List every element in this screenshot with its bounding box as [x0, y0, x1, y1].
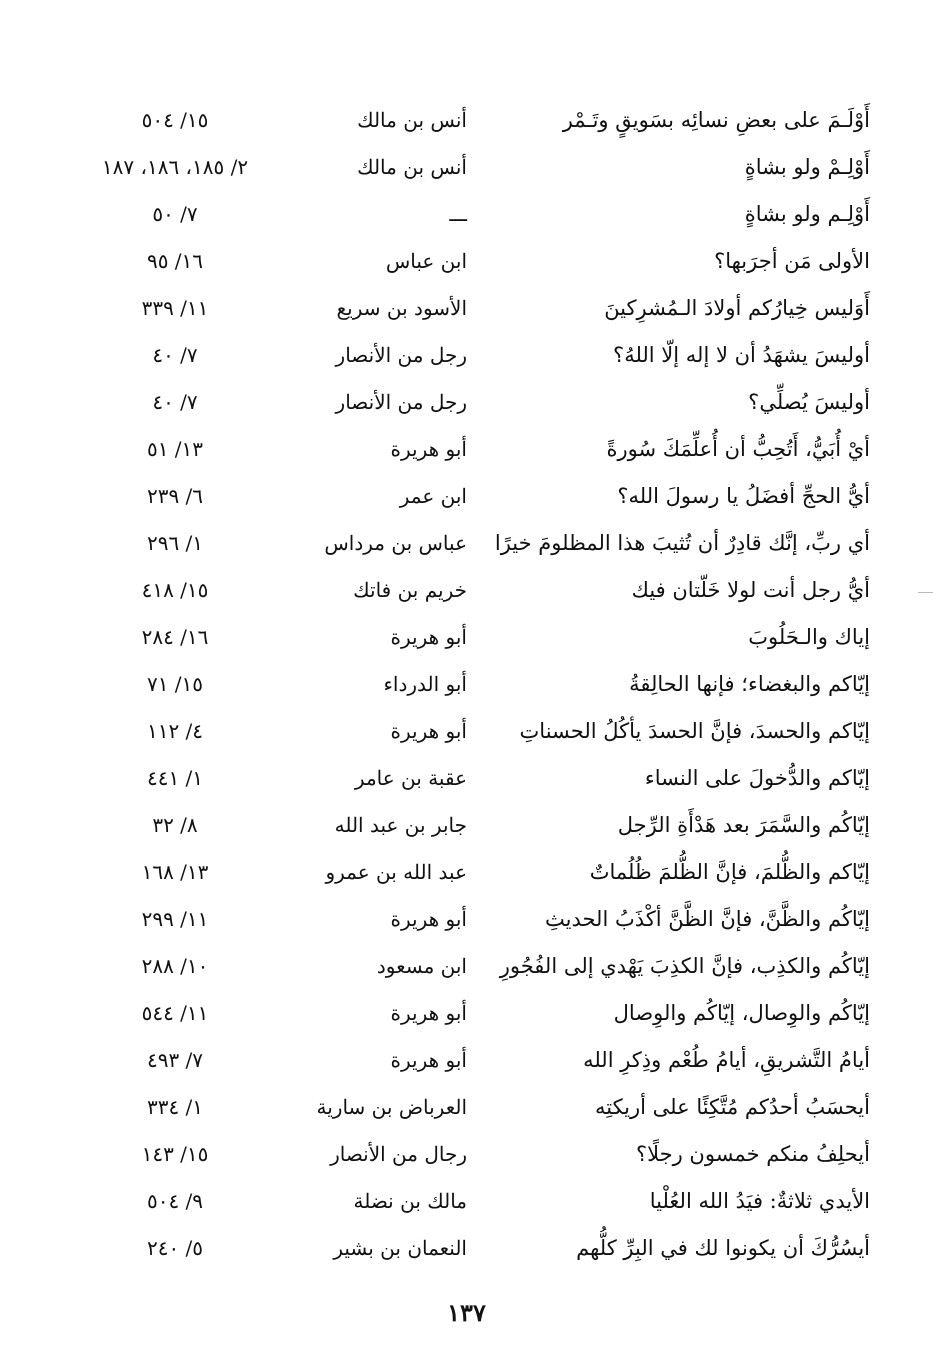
narrator-name: أبو هريرة [390, 1001, 467, 1025]
hadith-text: إيّاكُم والسَّمَرَ بعد هَدْأَةِ الرِّجل [617, 813, 870, 837]
narrator-name: مالك بن نضلة [353, 1189, 467, 1213]
volume-page-ref: ١/ ٤٤١ [146, 766, 204, 790]
narrator-name: عباس بن مرداس [324, 531, 467, 555]
index-row [80, 382, 870, 429]
hadith-text: أي ربِّ، إنَّك قادِرٌ أن تُثيبَ هذا المظلومَ خيرًا [494, 531, 870, 555]
index-row [80, 899, 870, 946]
hadith-text: الأيدي ثلاثةٌ: فيَدُ الله العُلْيا [649, 1189, 870, 1213]
hadith-text: أوليسَ يشهَدُ أن لا إله إلّا اللهُ؟ [613, 343, 870, 367]
volume-page-ref: ٥/ ٢٤٠ [146, 1236, 204, 1260]
narrator-name: أبو الدرداء [383, 672, 467, 696]
volume-page-ref: ٢/ ١٨٥، ١٨٦، ١٨٧ [101, 155, 249, 179]
narrator-name: أبو هريرة [390, 719, 467, 743]
volume-page-ref: ١٣/ ١٦٨ [141, 860, 209, 884]
volume-page-ref: ١/ ٢٩٦ [146, 531, 204, 555]
index-row [80, 993, 870, 1040]
narrator-name: أنس بن مالك [357, 155, 467, 179]
index-row [80, 805, 870, 852]
page-number: ١٣٧ [447, 1298, 486, 1327]
narrator-name: أبو هريرة [390, 437, 467, 461]
margin-mark [918, 592, 933, 593]
hadith-text: أيُّ رجل أنت لولا خَلّتان فيك [631, 578, 870, 602]
hadith-text: إيّاكم والبغضاء؛ فإنها الحالِقةُ [629, 672, 870, 696]
narrator-name: أبو هريرة [390, 625, 467, 649]
index-row [80, 570, 870, 617]
volume-page-ref: ١٣/ ٥١ [146, 437, 204, 461]
index-row [80, 241, 870, 288]
index-row [80, 288, 870, 335]
narrator-name: أبو هريرة [390, 907, 467, 931]
volume-page-ref: ٦/ ٢٣٩ [146, 484, 204, 508]
index-row [80, 946, 870, 993]
hadith-text: أوليسَ يُصلِّي؟ [748, 390, 870, 414]
index-row [80, 476, 870, 523]
volume-page-ref: ١٦/ ٩٥ [146, 249, 204, 273]
narrator-name: رجل من الأنصار [335, 390, 467, 414]
narrator-name: النعمان بن بشير [333, 1236, 467, 1260]
volume-page-ref: ١٥/ ١٤٣ [141, 1142, 209, 1166]
index-row [80, 1087, 870, 1134]
hadith-text: أيسُرُّكَ أن يكونوا لك في البِرِّ كلُّهم [576, 1236, 870, 1260]
narrator-name: عبد الله بن عمرو [325, 860, 467, 884]
index-row [80, 194, 870, 241]
hadith-text: أَوْلِـم ولو بشاةٍ [744, 202, 870, 226]
index-row [80, 852, 870, 899]
volume-page-ref: ٨/ ٣٢ [152, 813, 198, 837]
index-row [80, 1228, 870, 1275]
hadith-text: أَوَليس خِيارُكم أولادَ الـمُشرِكينَ [604, 296, 870, 320]
narrator-name: ابن عمر [399, 484, 467, 508]
index-row [80, 711, 870, 758]
volume-page-ref: ١٥/ ٧١ [146, 672, 204, 696]
index-row [80, 1181, 870, 1228]
hadith-text: أيُّ الحجِّ أفضَلُ يا رسولَ الله؟ [617, 484, 870, 508]
hadith-text: أَوْلِـمْ ولو بشاةٍ [744, 155, 870, 179]
index-row [80, 664, 870, 711]
volume-page-ref: ١٥/ ٥٠٤ [141, 108, 209, 132]
hadith-text: أَوْلَـمَ على بعضِ نسائِه بسَويقٍ وتَـمْر [562, 108, 870, 132]
index-row [80, 147, 870, 194]
hadith-text: أيحلِفُ منكم خمسون رجلًا؟ [635, 1142, 870, 1166]
volume-page-ref: ١/ ٣٣٤ [146, 1095, 204, 1119]
narrator-name: أنس بن مالك [357, 108, 467, 132]
narrator-name: ابن مسعود [376, 954, 467, 978]
volume-page-ref: ١١/ ٣٣٩ [141, 296, 209, 320]
narrator-name: ـــ [449, 202, 467, 226]
hadith-text: الأولى مَن أجرَبها؟ [714, 249, 870, 273]
volume-page-ref: ٧/ ٤٠ [152, 343, 198, 367]
volume-page-ref: ١١/ ٥٤٤ [141, 1001, 209, 1025]
narrator-name: العرباض بن سارية [316, 1095, 467, 1119]
index-row [80, 1040, 870, 1087]
volume-page-ref: ٧/ ٤٠ [152, 390, 198, 414]
index-row [80, 100, 870, 147]
volume-page-ref: ١٥/ ٤١٨ [141, 578, 209, 602]
hadith-text: إيّاكم والحسدَ، فإنَّ الحسدَ يأكُلُ الحسناتِ [519, 719, 870, 743]
index-row [80, 523, 870, 570]
index-row [80, 335, 870, 382]
narrator-name: الأسود بن سريع [336, 296, 467, 320]
narrator-name: أبو هريرة [390, 1048, 467, 1072]
volume-page-ref: ١١/ ٢٩٩ [141, 907, 209, 931]
hadith-text: إياك والـحَلُوبَ [748, 625, 870, 649]
hadith-text: أيحسَبُ أحدُكم مُتَّكِئًا على أريكتِه [594, 1095, 870, 1119]
hadith-text: إيّاكم والدُّخولَ على النساء [644, 766, 870, 790]
hadith-text: أيامُ التَّشريقِ، أيامُ طُعْم وذِكرِ الله [583, 1048, 870, 1072]
index-row [80, 617, 870, 664]
narrator-name: رجل من الأنصار [335, 343, 467, 367]
narrator-name: خريم بن فاتك [353, 578, 467, 602]
hadith-text: إيّاكم والظُّلمَ، فإنَّ الظُّلمَ ظُلُماتٌ [589, 860, 870, 884]
narrator-name: جابر بن عبد الله [334, 813, 467, 837]
volume-page-ref: ١٦/ ٢٨٤ [141, 625, 209, 649]
index-row [80, 758, 870, 805]
index-row [80, 1134, 870, 1181]
index-row [80, 429, 870, 476]
volume-page-ref: ٧/ ٥٠ [152, 202, 198, 226]
volume-page-ref: ١٠/ ٢٨٨ [141, 954, 209, 978]
narrator-name: رجال من الأنصار [330, 1142, 467, 1166]
volume-page-ref: ٧/ ٤٩٣ [146, 1048, 204, 1072]
hadith-text: إيّاكُم والكذِب، فإنَّ الكذِبَ يَهْدي إلى الفُجُورِ [499, 954, 870, 978]
hadith-text: أيْ أُبَيُّ، أَتُحِبُّ أن أُعلِّمَكَ سُورةً [606, 437, 870, 461]
narrator-name: عقبة بن عامر [354, 766, 467, 790]
volume-page-ref: ٤/ ١١٢ [146, 719, 204, 743]
volume-page-ref: ٩/ ٥٠٤ [146, 1189, 204, 1213]
narrator-name: ابن عباس [385, 249, 467, 273]
hadith-index-list [80, 100, 870, 1275]
hadith-text: إيّاكُم والوِصال، إيّاكُم والوِصال [613, 1001, 870, 1025]
hadith-text: إيّاكُم والظَّنَّ، فإنَّ الظَّنَّ أكْذَبُ الحديثِ [545, 907, 870, 931]
